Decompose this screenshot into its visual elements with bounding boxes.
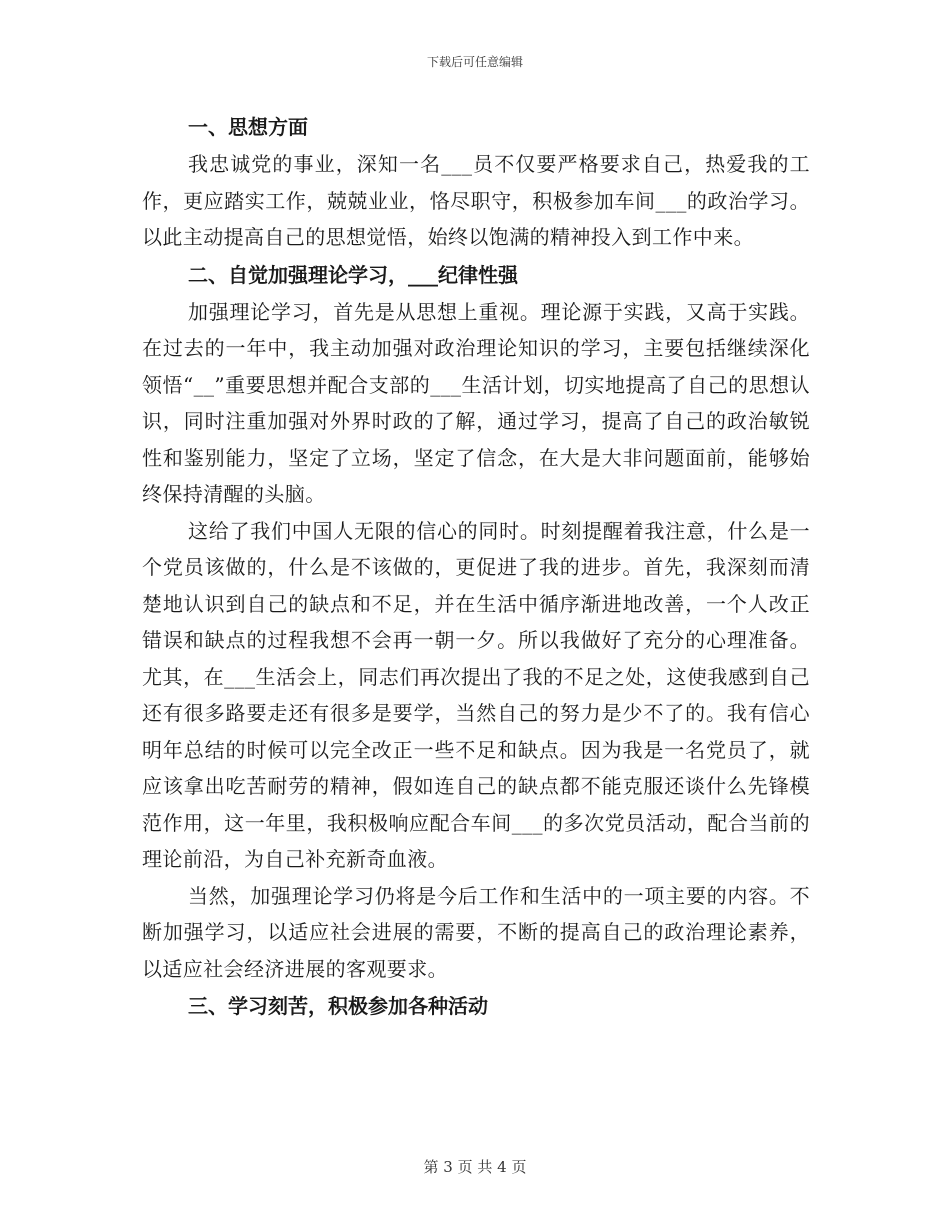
paragraph-1: 我忠诚党的事业，深知一名___员不仅要严格要求自己，热爱我的工作，更应踏实工作，兢兢业业，恪尽职守，积极参加车间___的政治学习。以此主动提高自己的思想觉悟，始终以饱满的精神投入到工作中来。 <box>142 152 810 249</box>
document-body <box>142 108 810 1025</box>
page-header: 下载后可任意编辑 <box>426 55 523 69</box>
section-heading-1: 一、思想方面 <box>188 115 308 139</box>
paragraph-3: 这给了我们中国人无限的信心的同时。时刻提醒着我注意，什么是一个党员该做的，什么是不该做的，更促进了我的进步。首先，我深刻而清楚地认识到自己的缺点和不足，并在生活中循序渐进地改善，一个人改正错误和缺点的过程我想不会再一朝一夕。所以我做好了充分的心理准备。尤其，在___生活会上，同志们再次提出了我的不足之处，这使我感到自己还有很多路要走还有很多是要学，当然自己的努力是少不了的。我有信心明年总结的时候可以完全改正一些不足和缺点。因为我是一名党员了，就应该拿出吃苦耐劳的精神，假如连自己的缺点都不能克服还谈什么先锋模范作用，这一年里，我积极响应配合车间___的多次党员活动，配合当前的理论前沿，为自己补充新奇血液。 <box>142 518 810 871</box>
section-heading-3: 三、学习刻苦，积极参加各种活动 <box>188 994 488 1018</box>
section-heading-2: 二、自觉加强理论学习，___纪律性强 <box>188 262 518 287</box>
page-footer: 第 3 页 共 4 页 <box>423 1158 527 1176</box>
paragraph-4: 当然，加强理论学习仍将是今后工作和生活中的一项主要的内容。不断加强学习，以适应社会进展的需要，不断的提高自己的政治理论素养，以适应社会经济进展的客观要求。 <box>142 883 810 981</box>
paragraph-2: 加强理论学习，首先是从思想上重视。理论源于实践，又高于实践。在过去的一年中，我主动加强对政治理论知识的学习，主要包括继续深化领悟“__”重要思想并配合支部的___生活计划，切实地提高了自己的思想认识，同时注重加强对外界时政的了解，通过学习，提高了自己的政治敏锐性和鉴别能力，坚定了立场，坚定了信念，在大是大非问题面前，能够始终保持清醒的头脑。 <box>142 299 810 506</box>
